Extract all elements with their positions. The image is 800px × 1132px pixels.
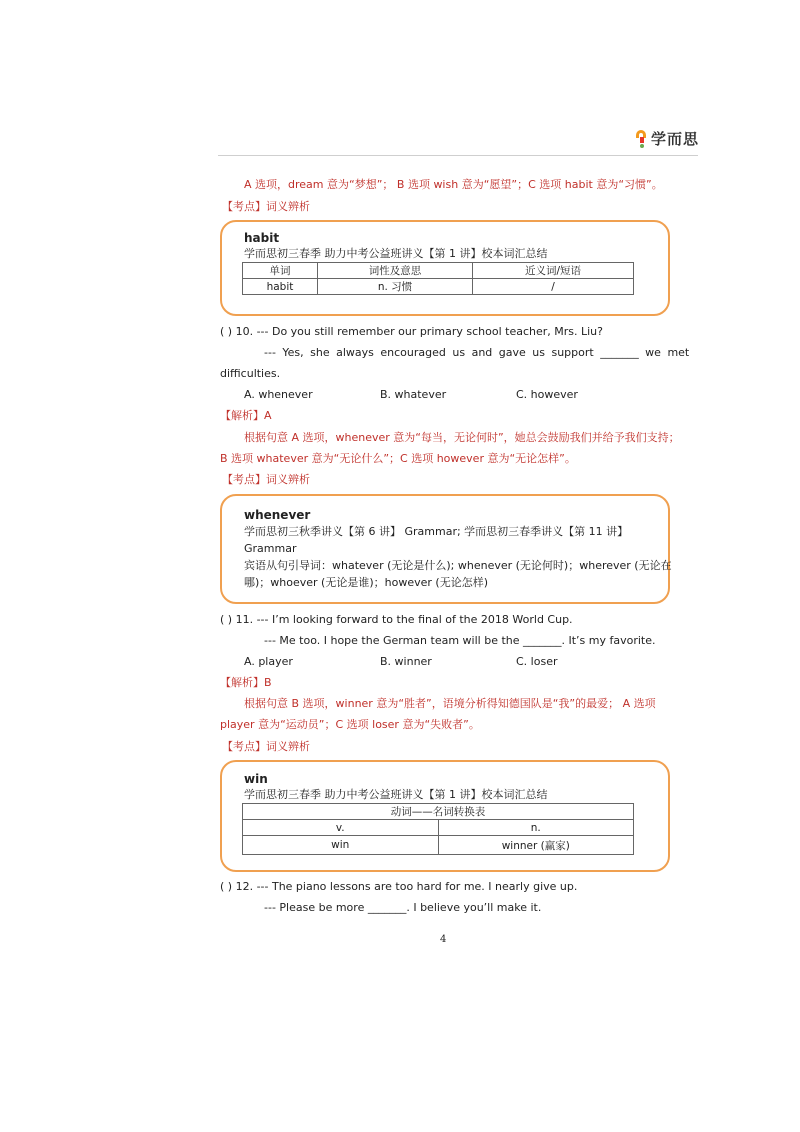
q10-response-cont: difficulties.	[220, 367, 281, 380]
brand-logo	[636, 128, 699, 149]
table-cell: n. 习惯	[318, 279, 473, 295]
vocab-source: 学而思初三春季 助力中考公益班讲义【第 1 讲】校本词汇总结	[244, 788, 548, 801]
page-number: 4	[440, 934, 447, 945]
q10-response: --- Yes, she always encouraged us and gave us support _______ we met	[264, 346, 690, 359]
vocab-note-cont: 哪)；whoever (无论是谁)；however (无论怎样)	[244, 576, 488, 589]
q9-topic-tag: 【考点】词义辨析	[222, 200, 310, 213]
vocab-table-habit	[242, 262, 634, 295]
vocab-word: win	[244, 772, 268, 786]
table-cell: winner (赢家)	[438, 836, 634, 855]
vocab-source: 学而思初三春季 助力中考公益班讲义【第 1 讲】校本词汇总结	[244, 247, 548, 260]
table-title: 动词——名词转换表	[243, 804, 634, 820]
q11-explanation-cont: player 意为“运动员”；C 选项 loser 意为“失败者”。	[220, 718, 480, 731]
q10-answer: 【解析】A	[220, 409, 272, 422]
q11-option-a: A. player	[244, 655, 293, 668]
q11-question: ( ) 11. --- I’m looking forward to the final of the 2018 World Cup.	[220, 613, 573, 626]
q11-explanation: 根据句意 B 选项，winner 意为“胜者”，语境分析得知德国队是“我”的最爱； A 选项	[244, 697, 656, 710]
q12-question: ( ) 12. --- The piano lessons are too hard for me. I nearly give up.	[220, 880, 578, 893]
q9-analysis: A 选项，dream 意为“梦想”； B 选项 wish 意为“愿望”；C 选项 habit 意为“习惯”。	[244, 178, 663, 191]
q11-answer: 【解析】B	[220, 676, 272, 689]
table-header: 词性及意思	[318, 263, 473, 279]
table-cell: /	[473, 279, 634, 295]
table-cell: win	[243, 836, 439, 855]
table-header: n.	[438, 820, 634, 836]
q12-response: --- Please be more _______. I believe you’ll make it.	[264, 901, 542, 914]
q10-option-b: B. whatever	[380, 388, 447, 401]
table-cell: habit	[243, 279, 318, 295]
q11-option-b: B. winner	[380, 655, 432, 668]
q10-question: ( ) 10. --- Do you still remember our primary school teacher, Mrs. Liu?	[220, 325, 603, 338]
q11-topic-tag: 【考点】词义辨析	[222, 740, 310, 753]
vocab-table-win	[242, 803, 634, 855]
vocab-word: whenever	[244, 508, 311, 522]
table-header: 近义词/短语	[473, 263, 634, 279]
logo-text: 学而思	[651, 130, 700, 148]
q10-option-c: C. however	[516, 388, 578, 401]
table-header: 单词	[243, 263, 318, 279]
logo-mark-icon	[636, 130, 648, 148]
vocab-source-cont: Grammar	[244, 542, 297, 555]
vocab-source: 学而思初三秋季讲义【第 6 讲】 Grammar; 学而思初三春季讲义【第 11 讲】	[244, 525, 629, 538]
vocab-word: habit	[244, 231, 280, 245]
vocab-note: 宾语从句引导词：whatever (无论是什么); whenever (无论何时)；wherever (无论在	[244, 559, 672, 572]
q11-option-c: C. loser	[516, 655, 558, 668]
q10-topic-tag: 【考点】词义辨析	[222, 473, 310, 486]
table-header: v.	[243, 820, 439, 836]
q11-response: --- Me too. I hope the German team will be the _______. It’s my favorite.	[264, 634, 656, 647]
q10-option-a: A. whenever	[244, 388, 313, 401]
q10-explanation-cont: B 选项 whatever 意为“无论什么”；C 选项 however 意为“无论怎样”。	[220, 452, 576, 465]
header-divider	[218, 155, 698, 156]
q10-explanation: 根据句意 A 选项，whenever 意为“每当，无论何时”，她总会鼓励我们并给予我们支持；	[244, 431, 680, 444]
